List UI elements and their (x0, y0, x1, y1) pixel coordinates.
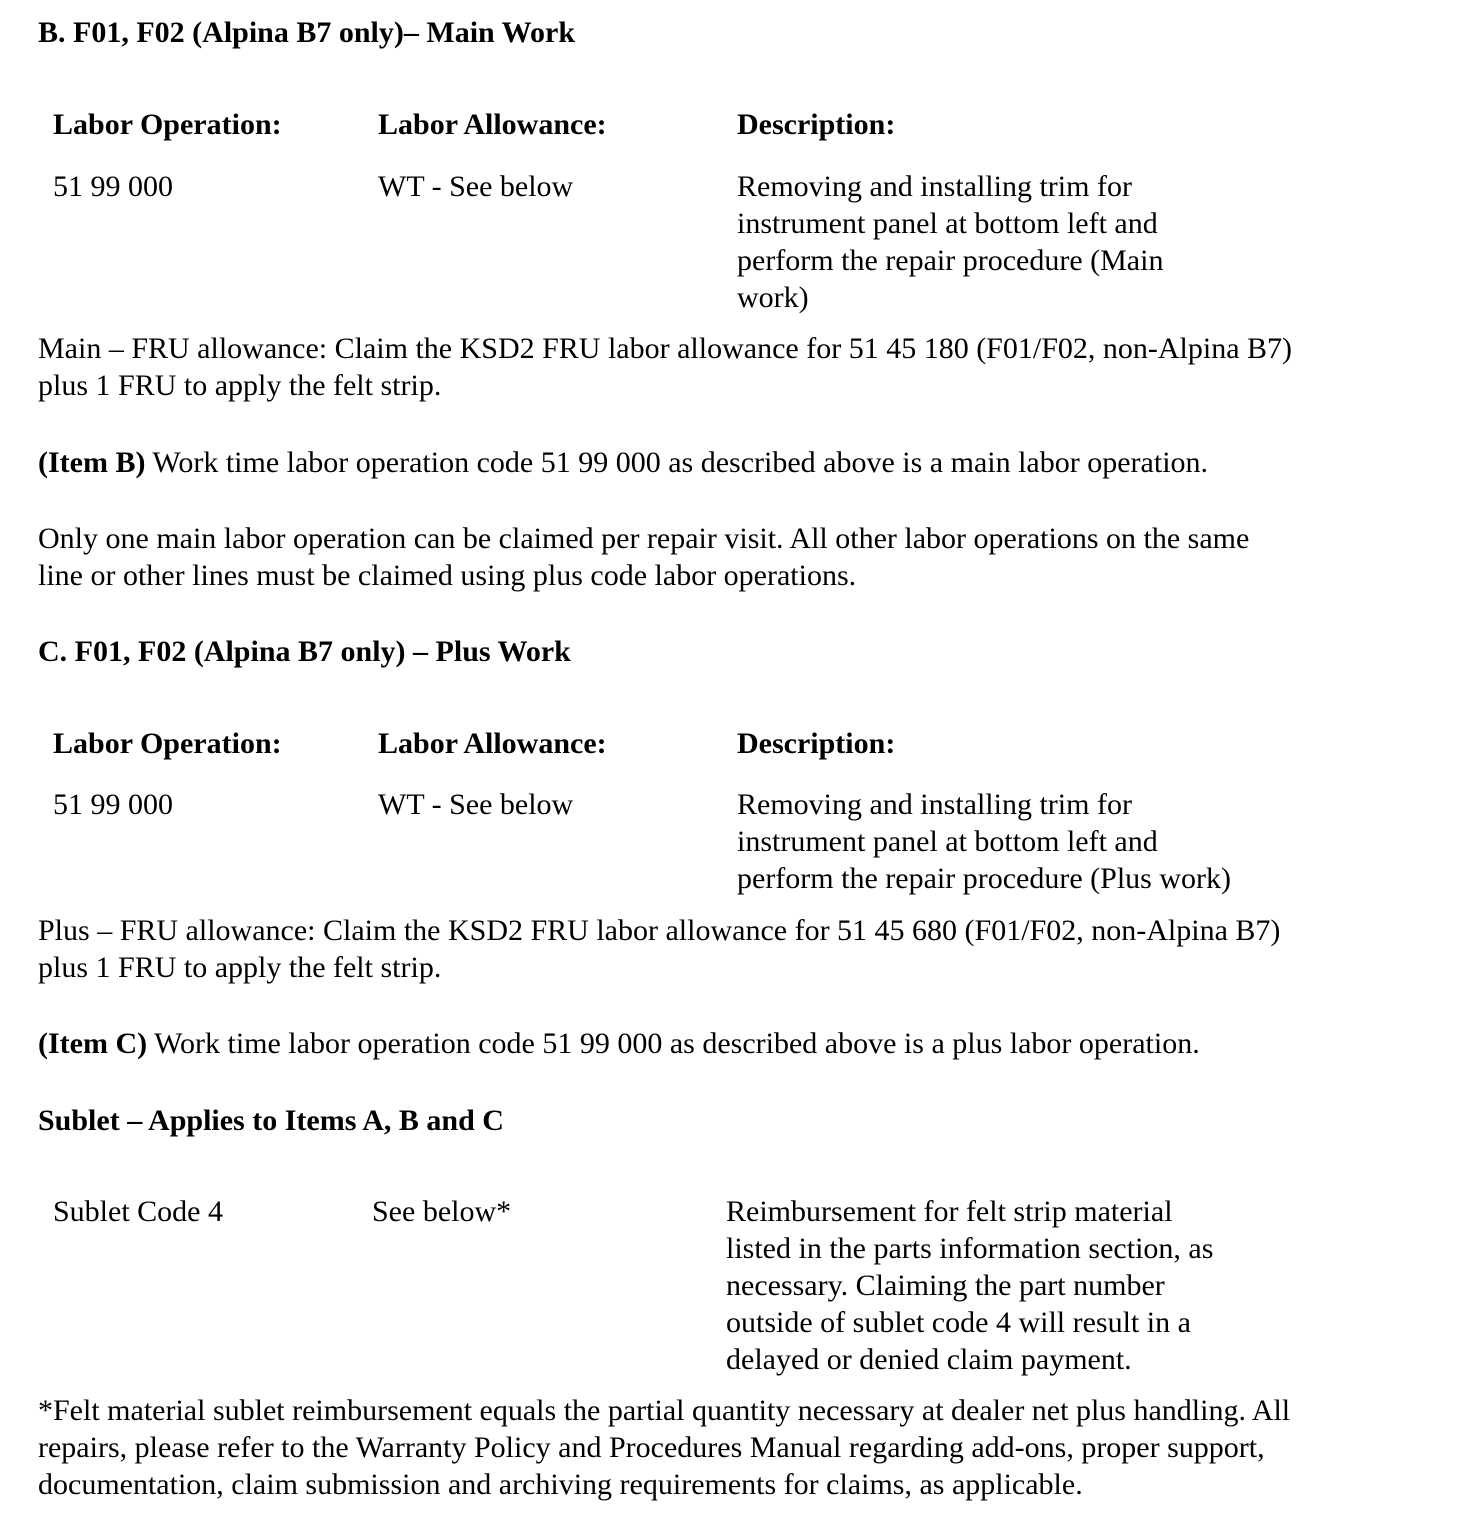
section-b-labor-operation: 51 99 000 (53, 170, 173, 203)
section-b-labor-allowance: WT - See below (378, 170, 574, 203)
section-c-labor-operation: 51 99 000 (53, 788, 173, 821)
paragraph-line: line or other lines must be claimed using plus code labor operations. (38, 559, 857, 592)
section-c-labor-allowance: WT - See below (378, 788, 574, 821)
sublet-code: Sublet Code 4 (53, 1195, 223, 1228)
description-line: Reimbursement for felt strip material (726, 1195, 1173, 1228)
section-c-heading: C. F01, F02 (Alpina B7 only) – Plus Work (38, 635, 571, 668)
paragraph-line: Main – FRU allowance: Claim the KSD2 FRU labor allowance for 51 45 180 (F01/F02, non-Alpina B7) (38, 332, 1293, 365)
item-b-label: (Item B) (38, 446, 146, 479)
description-line: Removing and installing trim for (737, 788, 1132, 821)
section-b-fru-allowance (38, 330, 1292, 404)
paragraph-line: plus 1 FRU to apply the felt strip. (38, 951, 442, 984)
section-c-fru-allowance (38, 912, 1280, 986)
section-c-description (737, 786, 1231, 897)
paragraph-line: *Felt material sublet reimbursement equals the partial quantity necessary at dealer net plus handling. All (38, 1394, 1291, 1427)
section-b-heading: B. F01, F02 (Alpina B7 only)– Main Work (38, 16, 576, 49)
sublet-allowance: See below* (372, 1195, 512, 1228)
paragraph-line: documentation, claim submission and archiving requirements for claims, as applicable. (38, 1468, 1083, 1501)
description-line: Removing and installing trim for (737, 170, 1132, 203)
paragraph-line: plus 1 FRU to apply the felt strip. (38, 369, 442, 402)
description-line: listed in the parts information section, as (726, 1232, 1214, 1265)
item-b-text: Work time labor operation code 51 99 000 as described above is a main labor operation. (145, 446, 1209, 479)
sublet-footnote (38, 1392, 1290, 1503)
section-b-header-labor-allowance: Labor Allowance: (378, 108, 607, 141)
sublet-heading: Sublet – Applies to Items A, B and C (38, 1104, 504, 1137)
section-c-header-description: Description: (737, 727, 896, 760)
section-c-item-note (38, 1025, 1200, 1062)
description-line: outside of sublet code 4 will result in a (726, 1306, 1191, 1339)
paragraph-line: repairs, please refer to the Warranty Policy and Procedures Manual regarding add-ons, proper support, (38, 1431, 1265, 1464)
description-line: instrument panel at bottom left and (737, 825, 1158, 858)
section-c-header-labor-allowance: Labor Allowance: (378, 727, 607, 760)
section-c-header-labor-operation: Labor Operation: (53, 727, 282, 760)
item-c-label: (Item C) (38, 1027, 148, 1060)
description-line: instrument panel at bottom left and (737, 207, 1158, 240)
sublet-description (726, 1193, 1213, 1378)
section-b-header-labor-operation: Labor Operation: (53, 108, 282, 141)
paragraph-line: Plus – FRU allowance: Claim the KSD2 FRU labor allowance for 51 45 680 (F01/F02, non-Alpina B7) (38, 914, 1281, 947)
section-b-header-description: Description: (737, 108, 896, 141)
description-line: perform the repair procedure (Main (737, 244, 1164, 277)
section-b-main-operation-note (38, 520, 1249, 594)
description-line: perform the repair procedure (Plus work) (737, 862, 1231, 895)
item-c-text: Work time labor operation code 51 99 000 as described above is a plus labor operation. (147, 1027, 1200, 1060)
section-b-description (737, 168, 1163, 316)
paragraph-line: Only one main labor operation can be claimed per repair visit. All other labor operations on the same (38, 522, 1250, 555)
description-line: delayed or denied claim payment. (726, 1343, 1132, 1376)
description-line: necessary. Claiming the part number (726, 1269, 1165, 1302)
section-b-item-note (38, 444, 1208, 481)
description-line: work) (737, 281, 809, 314)
